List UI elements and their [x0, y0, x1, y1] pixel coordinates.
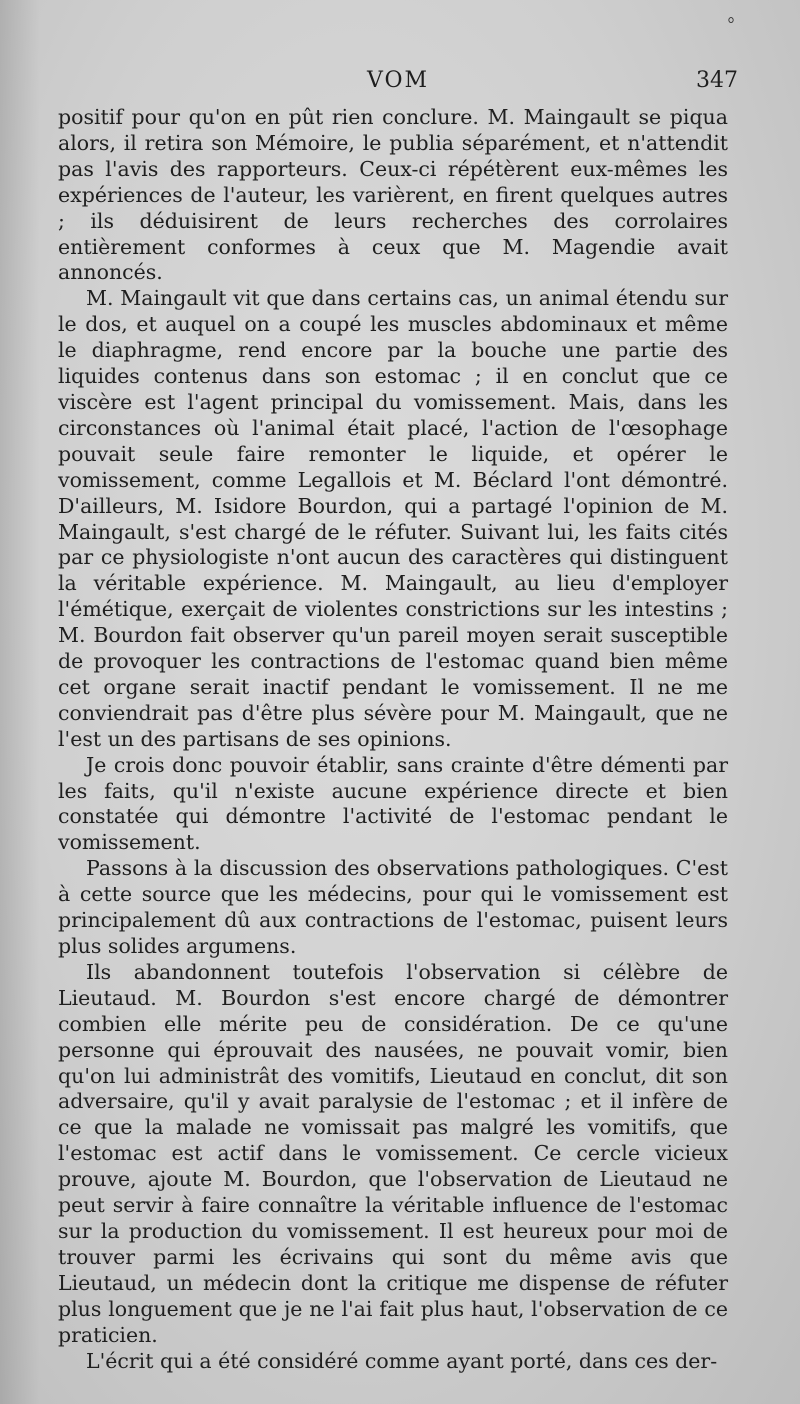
running-title: VOM [366, 68, 430, 93]
page-header [58, 68, 738, 102]
paragraph-4: Passons à la discussion des observations pathologiques. C'est à cette source que les médecins, pour qui le vomissement est principalement dû aux contractions de l'estomac, puisent leurs plus solides argumens. [58, 856, 728, 958]
corner-mark: ﾟ [726, 16, 740, 46]
spine-shadow [0, 0, 40, 1404]
body-text [58, 105, 728, 1374]
page-number: 347 [696, 68, 738, 93]
paragraph-3: Je crois donc pouvoir établir, sans crainte d'être démenti par les faits, qu'il n'existe aucune expérience directe et bien constatée qui démontre l'activité de l'estomac pendant le vomissement. [58, 752, 728, 855]
paragraph-5: Ils abandonnent toutefois l'observation si célèbre de Lieutaud. M. Bourdon s'est encore chargé de démontrer combien elle mérite peu de considération. De ce qu'une personne qui éprouvait des nausées, ne pouvait vomir, bien qu'on lui administrât des vomitifs, Lieutaud en conclut, dit son adversaire, qu'il y avait paralysie de l'estomac ; et il infère de ce que la malade ne vomissait pas malgré les vomitifs, que l'estomac est actif dans le vomissement. Ce cercle vicieux prouve, ajoute M. Bourdon, que l'observation de Lieutaud ne peut servir à faire connaître la véritable influence de l'estomac sur la production du vomissement. Il est heureux pour moi de trouver parmi les écrivains qui sont du même avis que Lieutaud, un médecin dont la critique me dispense de réfuter plus longuement que je ne l'ai fait plus haut, l'observation de ce praticien. [58, 959, 728, 1347]
paragraph-2: M. Maingault vit que dans certains cas, un animal étendu sur le dos, et auquel on a coupé les muscles abdominaux et même le diaphragme, rend encore par la bouche une partie des liquides contenus dans son estomac ; il en conclut que ce viscère est l'agent principal du vomissement. Mais, dans les circonstances où l'animal était placé, l'action de l'œsophage pouvait seule faire remonter le liquide, et opérer le vomissement, comme Legallois et M. Béclard l'ont démontré. D'ailleurs, M. Isidore Bourdon, qui a partagé l'opinion de M. Maingault, s'est chargé de le réfuter. Suivant lui, les faits cités par ce physiologiste n'ont aucun des caractères qui distinguent la véritable expérience. M. Maingault, au lieu d'employer l'émétique, exerçait de violentes constrictions sur les intestins ; M. Bourdon fait observer qu'un pareil moyen serait susceptible de provoquer les contractions de l'estomac quand bien même cet organe serait inactif pendant le vomissement. Il ne me conviendrait pas d'être plus sévère pour M. Maingault, que ne l'est un des partisans de ses opinions. [58, 286, 728, 751]
paragraph-1: positif pour qu'on en pût rien conclure. M. Maingault se piqua alors, il retira son Mémoire, le publia séparément, et n'attendit pas l'avis des rapporteurs. Ceux-ci répétèrent eux-mêmes les expériences de l'auteur, les varièrent, en firent quelques autres ; ils déduisirent de leurs recherches des corrolaires entièrement conformes à ceux que M. Magendie avait annoncés. [58, 105, 728, 285]
paragraph-6: L'écrit qui a été considéré comme ayant porté, dans ces der- [86, 1348, 718, 1373]
